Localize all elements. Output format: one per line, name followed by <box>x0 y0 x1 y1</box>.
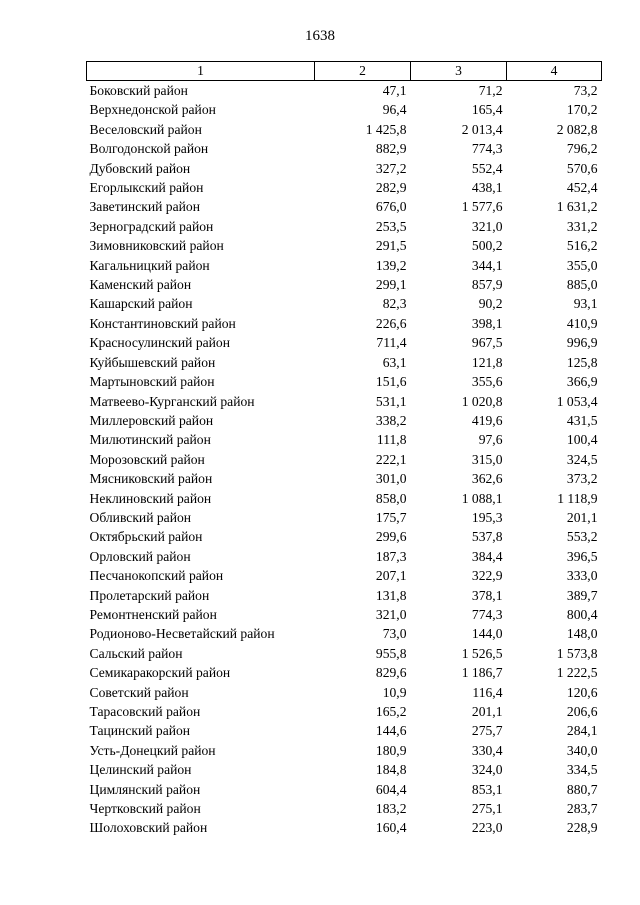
district-table <box>86 61 602 838</box>
value-cell-col-4: 885,0 <box>566 277 598 293</box>
district-name-cell: Цимлянский район <box>89 781 201 797</box>
value-cell-col-2: 301,0 <box>375 471 407 487</box>
value-cell-col-4: 516,2 <box>566 238 598 254</box>
value-cell-col-3: 384,4 <box>471 548 503 564</box>
district-name-cell: Усть-Донецкий район <box>89 742 216 758</box>
value-cell-col-4: 206,6 <box>566 704 598 719</box>
table-row <box>87 527 602 546</box>
value-cell-col-3: 853,1 <box>471 781 503 797</box>
value-cell-col-4: 355,0 <box>566 257 598 273</box>
value-cell-col-3: 1 020,8 <box>461 393 503 409</box>
value-cell-col-4: 125,8 <box>566 354 598 370</box>
district-name-cell: Целинский район <box>89 762 192 778</box>
district-name-cell: Неклиновский район <box>89 490 212 506</box>
column-header-1: 1 <box>87 62 315 81</box>
value-cell-col-3: 275,7 <box>471 723 503 739</box>
value-cell-col-2: 711,4 <box>376 335 407 351</box>
district-name-cell: Октябрьский район <box>89 529 203 545</box>
district-name-cell: Родионово-Несветайский район <box>89 626 275 642</box>
table-row <box>87 489 602 508</box>
value-cell-col-4: 340,0 <box>566 742 598 758</box>
value-cell-col-2: 180,9 <box>375 742 407 758</box>
table-row <box>87 605 602 624</box>
table-row <box>87 566 602 585</box>
table-row <box>87 314 602 333</box>
value-cell-col-3: 223,0 <box>471 820 503 836</box>
value-cell-col-3: 419,6 <box>471 412 503 428</box>
table-row <box>87 275 602 294</box>
value-cell-col-3: 2 013,4 <box>461 121 503 137</box>
value-cell-col-3: 116,4 <box>472 684 503 700</box>
value-cell-col-2: 676,0 <box>375 199 407 215</box>
value-cell-col-2: 111,8 <box>376 432 407 448</box>
table-row <box>87 586 602 605</box>
district-name-cell: Красносулинский район <box>89 335 230 351</box>
district-name-cell: Советский район <box>89 684 189 700</box>
value-cell-col-2: 175,7 <box>375 509 407 525</box>
value-cell-col-2: 222,1 <box>375 451 407 467</box>
value-cell-col-3: 321,0 <box>471 218 503 234</box>
value-cell-col-4: 800,4 <box>566 606 598 622</box>
value-cell-col-4: 1 573,8 <box>556 645 598 661</box>
value-cell-col-4: 1 053,4 <box>556 393 598 409</box>
table-row <box>87 372 602 391</box>
district-name-cell: Зерноградский район <box>89 218 214 234</box>
district-name-cell: Морозовский район <box>89 451 205 467</box>
value-cell-col-2: 858,0 <box>375 490 407 506</box>
value-cell-col-4: 389,7 <box>566 587 598 603</box>
value-cell-col-2: 291,5 <box>375 238 407 254</box>
value-cell-col-2: 207,1 <box>375 568 407 584</box>
value-cell-col-4: 228,9 <box>566 820 598 836</box>
value-cell-col-4: 880,7 <box>566 781 598 797</box>
value-cell-col-4: 93,1 <box>573 296 598 312</box>
table-row <box>87 217 602 236</box>
table-row <box>87 547 602 566</box>
value-cell-col-3: 355,6 <box>471 374 503 390</box>
value-cell-col-2: 531,1 <box>375 393 407 409</box>
district-name-cell: Тарасовский район <box>89 704 201 719</box>
value-cell-col-2: 604,4 <box>375 781 407 797</box>
value-cell-col-2: 165,2 <box>375 704 407 719</box>
table-row <box>87 741 602 760</box>
table-row <box>87 818 602 837</box>
table-row <box>87 120 602 139</box>
value-cell-col-4: 201,1 <box>566 509 598 525</box>
district-name-cell: Верхнедонской район <box>89 102 216 118</box>
value-cell-col-4: 73,2 <box>573 83 598 98</box>
table-row <box>87 683 602 702</box>
table-row <box>87 256 602 275</box>
district-name-cell: Чертковский район <box>89 801 201 817</box>
district-name-cell: Заветинский район <box>89 199 200 215</box>
value-cell-col-2: 955,8 <box>375 645 407 661</box>
table-row <box>87 430 602 449</box>
district-name-cell: Зимовниковский район <box>89 238 224 254</box>
value-cell-col-4: 373,2 <box>566 471 598 487</box>
value-cell-col-2: 63,1 <box>382 354 407 370</box>
value-cell-col-4: 396,5 <box>566 548 598 564</box>
table-row <box>87 469 602 488</box>
value-cell-col-3: 967,5 <box>471 335 503 351</box>
value-cell-col-3: 275,1 <box>471 801 503 817</box>
value-cell-col-4: 331,2 <box>566 218 598 234</box>
column-header-2: 2 <box>315 62 411 81</box>
district-name-cell: Кагальницкий район <box>89 257 210 273</box>
table-row <box>87 721 602 740</box>
district-name-cell: Куйбышевский район <box>89 354 216 370</box>
value-cell-col-4: 452,4 <box>566 180 598 196</box>
district-name-cell: Сальский район <box>89 645 183 661</box>
district-name-cell: Орловский район <box>89 548 191 564</box>
district-name-cell: Егорлыкский район <box>89 180 204 196</box>
value-cell-col-2: 299,1 <box>375 277 407 293</box>
value-cell-col-3: 1 186,7 <box>461 665 503 681</box>
value-cell-col-3: 398,1 <box>471 315 503 331</box>
table-row <box>87 100 602 119</box>
value-cell-col-2: 187,3 <box>375 548 407 564</box>
table-row <box>87 760 602 779</box>
district-name-cell: Милютинский район <box>89 432 211 448</box>
value-cell-col-2: 47,1 <box>382 83 407 98</box>
value-cell-col-2: 73,0 <box>382 626 407 642</box>
district-name-cell: Семикаракорский район <box>89 665 231 681</box>
value-cell-col-2: 282,9 <box>375 180 407 196</box>
value-cell-col-4: 996,9 <box>566 335 598 351</box>
value-cell-col-2: 144,6 <box>375 723 407 739</box>
table-row <box>87 353 602 372</box>
table-row <box>87 702 602 721</box>
value-cell-col-2: 10,9 <box>382 684 407 700</box>
value-cell-col-3: 500,2 <box>471 238 503 254</box>
value-cell-col-4: 148,0 <box>566 626 598 642</box>
value-cell-col-4: 334,5 <box>566 762 598 778</box>
value-cell-col-4: 324,5 <box>566 451 598 467</box>
value-cell-col-4: 2 082,8 <box>556 121 598 137</box>
value-cell-col-2: 882,9 <box>375 141 407 157</box>
value-cell-col-3: 857,9 <box>471 277 503 293</box>
table-row <box>87 139 602 158</box>
district-name-cell: Тацинский район <box>89 723 191 739</box>
value-cell-col-2: 151,6 <box>375 374 407 390</box>
district-name-cell: Шолоховский район <box>89 820 208 836</box>
value-cell-col-3: 195,3 <box>471 509 503 525</box>
table-row <box>87 799 602 818</box>
district-name-cell: Каменский район <box>89 277 192 293</box>
value-cell-col-4: 1 631,2 <box>556 199 598 215</box>
value-cell-col-4: 410,9 <box>566 315 598 331</box>
value-cell-col-4: 553,2 <box>566 529 598 545</box>
value-cell-col-4: 283,7 <box>566 801 598 817</box>
value-cell-col-2: 226,6 <box>375 315 407 331</box>
column-header-4: 4 <box>507 62 602 81</box>
value-cell-col-4: 333,0 <box>566 568 598 584</box>
value-cell-col-2: 829,6 <box>375 665 407 681</box>
value-cell-col-3: 537,8 <box>471 529 503 545</box>
value-cell-col-4: 284,1 <box>566 723 598 739</box>
district-name-cell: Ремонтненский район <box>89 606 217 622</box>
value-cell-col-3: 552,4 <box>471 160 503 176</box>
district-name-cell: Кашарский район <box>89 296 193 312</box>
table-row <box>87 159 602 178</box>
district-name-cell: Матвеево-Курганский район <box>89 393 255 409</box>
value-cell-col-2: 131,8 <box>375 587 407 603</box>
table-row <box>87 780 602 799</box>
value-cell-col-3: 1 088,1 <box>461 490 503 506</box>
value-cell-col-3: 71,2 <box>478 83 503 98</box>
value-cell-col-2: 1 425,8 <box>365 121 407 137</box>
value-cell-col-3: 330,4 <box>471 742 503 758</box>
page-number: 1638 <box>305 28 335 44</box>
value-cell-col-2: 96,4 <box>382 102 407 118</box>
value-cell-col-3: 1 526,5 <box>461 645 503 661</box>
value-cell-col-2: 160,4 <box>375 820 407 836</box>
column-header-3: 3 <box>411 62 507 81</box>
value-cell-col-3: 774,3 <box>471 141 503 157</box>
table-row <box>87 81 602 101</box>
value-cell-col-3: 324,0 <box>471 762 503 778</box>
table-header <box>87 62 602 81</box>
district-name-cell: Дубовский район <box>89 160 191 176</box>
district-name-cell: Константиновский район <box>89 315 236 331</box>
value-cell-col-3: 322,9 <box>471 568 503 584</box>
value-cell-col-4: 100,4 <box>566 432 598 448</box>
table-row <box>87 644 602 663</box>
value-cell-col-4: 1 222,5 <box>556 665 598 681</box>
table-row <box>87 333 602 352</box>
value-cell-col-3: 438,1 <box>471 180 503 196</box>
value-cell-col-4: 170,2 <box>566 102 598 118</box>
value-cell-col-2: 184,8 <box>375 762 407 778</box>
value-cell-col-2: 139,2 <box>375 257 407 273</box>
value-cell-col-2: 327,2 <box>375 160 407 176</box>
value-cell-col-3: 121,8 <box>471 354 503 370</box>
district-name-cell: Волгодонской район <box>89 141 209 157</box>
table-row <box>87 450 602 469</box>
value-cell-col-2: 321,0 <box>375 606 407 622</box>
district-name-cell: Мартыновский район <box>89 374 215 390</box>
table-row <box>87 236 602 255</box>
district-name-cell: Боковский район <box>89 83 188 98</box>
value-cell-col-3: 344,1 <box>471 257 503 273</box>
value-cell-col-4: 120,6 <box>566 684 598 700</box>
table-row <box>87 178 602 197</box>
value-cell-col-4: 796,2 <box>566 141 598 157</box>
value-cell-col-2: 82,3 <box>382 296 407 312</box>
value-cell-col-3: 97,6 <box>478 432 503 448</box>
table-row <box>87 663 602 682</box>
district-name-cell: Пролетарский район <box>89 587 210 603</box>
district-name-cell: Обливский район <box>89 509 192 525</box>
value-cell-col-3: 165,4 <box>471 102 503 118</box>
value-cell-col-2: 253,5 <box>375 218 407 234</box>
value-cell-col-2: 338,2 <box>375 412 407 428</box>
district-name-cell: Мясниковский район <box>89 471 213 487</box>
value-cell-col-3: 378,1 <box>471 587 503 603</box>
value-cell-col-3: 144,0 <box>471 626 503 642</box>
value-cell-col-4: 366,9 <box>566 374 598 390</box>
district-name-cell: Веселовский район <box>89 121 202 137</box>
value-cell-col-4: 1 118,9 <box>557 490 598 506</box>
value-cell-col-3: 90,2 <box>478 296 503 312</box>
table-row <box>87 411 602 430</box>
table-body <box>87 81 602 838</box>
value-cell-col-3: 774,3 <box>471 606 503 622</box>
value-cell-col-3: 315,0 <box>471 451 503 467</box>
table-row <box>87 624 602 643</box>
value-cell-col-2: 183,2 <box>375 801 407 817</box>
district-name-cell: Миллеровский район <box>89 412 214 428</box>
table-row <box>87 508 602 527</box>
value-cell-col-3: 201,1 <box>471 704 503 719</box>
value-cell-col-4: 431,5 <box>566 412 598 428</box>
table-row <box>87 294 602 313</box>
value-cell-col-3: 362,6 <box>471 471 503 487</box>
value-cell-col-4: 570,6 <box>566 160 598 176</box>
district-name-cell: Песчанокопский район <box>89 568 224 584</box>
table-row <box>87 197 602 216</box>
header-row <box>87 62 602 81</box>
value-cell-col-3: 1 577,6 <box>461 199 503 215</box>
table-row <box>87 392 602 411</box>
value-cell-col-2: 299,6 <box>375 529 407 545</box>
